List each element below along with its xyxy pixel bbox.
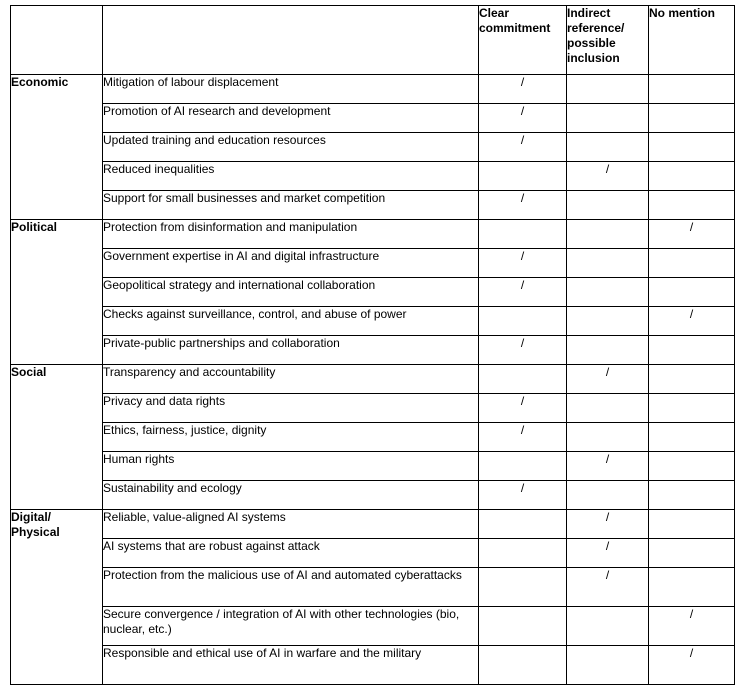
item-label: Privacy and data rights (103, 394, 479, 423)
category-cell (11, 75, 103, 220)
item-label: Private-public partnerships and collaboration (103, 336, 479, 365)
mark-cell-none (649, 481, 735, 510)
mark-cell-indirect (567, 394, 649, 423)
mark-cell-clear (479, 646, 567, 685)
mark-cell-clear (479, 307, 567, 336)
item-label: Reduced inequalities (103, 162, 479, 191)
table-row (11, 481, 735, 510)
check-mark: / (520, 75, 525, 89)
header-blank-category (11, 6, 103, 75)
mark-cell-clear (479, 75, 567, 104)
mark-cell-none (649, 75, 735, 104)
item-label: Checks against surveillance, control, and abuse of power (103, 307, 479, 336)
table-row (11, 162, 735, 191)
mark-cell-clear (479, 249, 567, 278)
header-text: commitment (479, 21, 551, 35)
table-row (11, 191, 735, 220)
check-mark: / (520, 394, 525, 408)
mark-cell-indirect (567, 646, 649, 685)
check-mark: / (689, 220, 694, 234)
mark-cell-none (649, 162, 735, 191)
table-row (11, 336, 735, 365)
mark-cell-none (649, 133, 735, 162)
header-clear-commitment (479, 6, 567, 75)
header-text: possible (567, 36, 616, 50)
check-mark: / (520, 423, 525, 437)
item-label: Updated training and education resources (103, 133, 479, 162)
item-label: Support for small businesses and market competition (103, 191, 479, 220)
mark-cell-none (649, 307, 735, 336)
mark-cell-clear (479, 133, 567, 162)
check-mark: / (605, 568, 610, 582)
table-row (11, 646, 735, 685)
check-mark: / (520, 481, 525, 495)
table-row (11, 249, 735, 278)
item-label: Protection from disinformation and manipulation (103, 220, 479, 249)
table-row (11, 394, 735, 423)
mark-cell-none (649, 191, 735, 220)
mark-cell-indirect (567, 607, 649, 646)
item-label: Secure convergence / integration of AI with other technologies (bio, nuclear, etc.) (103, 607, 479, 646)
mark-cell-indirect (567, 452, 649, 481)
mark-cell-none (649, 336, 735, 365)
check-mark: / (605, 162, 610, 176)
table-row (11, 423, 735, 452)
mark-cell-indirect (567, 539, 649, 568)
category-label: Economic (11, 75, 69, 89)
table-row (11, 278, 735, 307)
check-mark: / (605, 365, 610, 379)
item-label: Sustainability and ecology (103, 481, 479, 510)
table-row (11, 510, 735, 539)
header-indirect-reference (567, 6, 649, 75)
check-mark: / (605, 510, 610, 524)
check-mark: / (520, 133, 525, 147)
mark-cell-clear (479, 278, 567, 307)
check-mark: / (689, 607, 694, 621)
mark-cell-indirect (567, 481, 649, 510)
item-label: AI systems that are robust against attack (103, 539, 479, 568)
mark-cell-none (649, 646, 735, 685)
check-mark: / (605, 539, 610, 553)
mark-cell-none (649, 452, 735, 481)
policy-commitment-table (10, 5, 735, 685)
header-text: reference/ (567, 21, 625, 35)
item-label: Human rights (103, 452, 479, 481)
mark-cell-none (649, 365, 735, 394)
mark-cell-clear (479, 394, 567, 423)
mark-cell-indirect (567, 133, 649, 162)
header-text: Clear (479, 6, 510, 20)
mark-cell-clear (479, 607, 567, 646)
header-row (11, 6, 735, 75)
mark-cell-indirect (567, 162, 649, 191)
mark-cell-clear (479, 539, 567, 568)
check-mark: / (520, 278, 525, 292)
category-label: Digital/ (11, 510, 52, 524)
category-label: Social (11, 365, 47, 379)
header-text: No mention (649, 6, 715, 20)
category-label: Political (11, 220, 58, 234)
item-label: Protection from the malicious use of AI and automated cyberattacks (103, 568, 479, 607)
mark-cell-indirect (567, 423, 649, 452)
mark-cell-clear (479, 162, 567, 191)
category-cell (11, 365, 103, 510)
check-mark: / (520, 336, 525, 350)
check-mark: / (689, 307, 694, 321)
mark-cell-none (649, 423, 735, 452)
table-row (11, 568, 735, 607)
check-mark: / (520, 104, 525, 118)
table-row (11, 104, 735, 133)
mark-cell-clear (479, 423, 567, 452)
item-label: Government expertise in AI and digital infrastructure (103, 249, 479, 278)
mark-cell-indirect (567, 568, 649, 607)
item-label: Promotion of AI research and development (103, 104, 479, 133)
mark-cell-none (649, 568, 735, 607)
mark-cell-indirect (567, 249, 649, 278)
mark-cell-indirect (567, 278, 649, 307)
header-blank-item (103, 6, 479, 75)
category-label: Physical (11, 525, 60, 539)
item-label: Responsible and ethical use of AI in warfare and the military (103, 646, 479, 685)
mark-cell-clear (479, 510, 567, 539)
mark-cell-clear (479, 481, 567, 510)
mark-cell-none (649, 539, 735, 568)
header-text: inclusion (567, 51, 620, 65)
table-row (11, 452, 735, 481)
mark-cell-indirect (567, 75, 649, 104)
item-label: Geopolitical strategy and international collaboration (103, 278, 479, 307)
item-label: Ethics, fairness, justice, dignity (103, 423, 479, 452)
header-no-mention (649, 6, 735, 75)
mark-cell-clear (479, 191, 567, 220)
mark-cell-indirect (567, 336, 649, 365)
table-row (11, 607, 735, 646)
mark-cell-indirect (567, 510, 649, 539)
mark-cell-clear (479, 220, 567, 249)
mark-cell-none (649, 394, 735, 423)
table-body (11, 75, 735, 685)
mark-cell-clear (479, 568, 567, 607)
item-label: Reliable, value-aligned AI systems (103, 510, 479, 539)
check-mark: / (520, 191, 525, 205)
mark-cell-indirect (567, 104, 649, 133)
mark-cell-clear (479, 104, 567, 133)
mark-cell-clear (479, 365, 567, 394)
mark-cell-none (649, 607, 735, 646)
mark-cell-indirect (567, 191, 649, 220)
table-row (11, 133, 735, 162)
table-row (11, 220, 735, 249)
category-cell (11, 510, 103, 685)
mark-cell-clear (479, 452, 567, 481)
table-row (11, 307, 735, 336)
mark-cell-none (649, 220, 735, 249)
check-mark: / (605, 452, 610, 466)
mark-cell-indirect (567, 365, 649, 394)
item-label: Transparency and accountability (103, 365, 479, 394)
mark-cell-clear (479, 336, 567, 365)
table-row (11, 539, 735, 568)
category-cell (11, 220, 103, 365)
mark-cell-indirect (567, 220, 649, 249)
item-label: Mitigation of labour displacement (103, 75, 479, 104)
check-mark: / (689, 646, 694, 660)
check-mark: / (520, 249, 525, 263)
table-row (11, 75, 735, 104)
header-text: Indirect (567, 6, 611, 20)
mark-cell-none (649, 104, 735, 133)
mark-cell-none (649, 278, 735, 307)
mark-cell-indirect (567, 307, 649, 336)
mark-cell-none (649, 510, 735, 539)
table-row (11, 365, 735, 394)
mark-cell-none (649, 249, 735, 278)
